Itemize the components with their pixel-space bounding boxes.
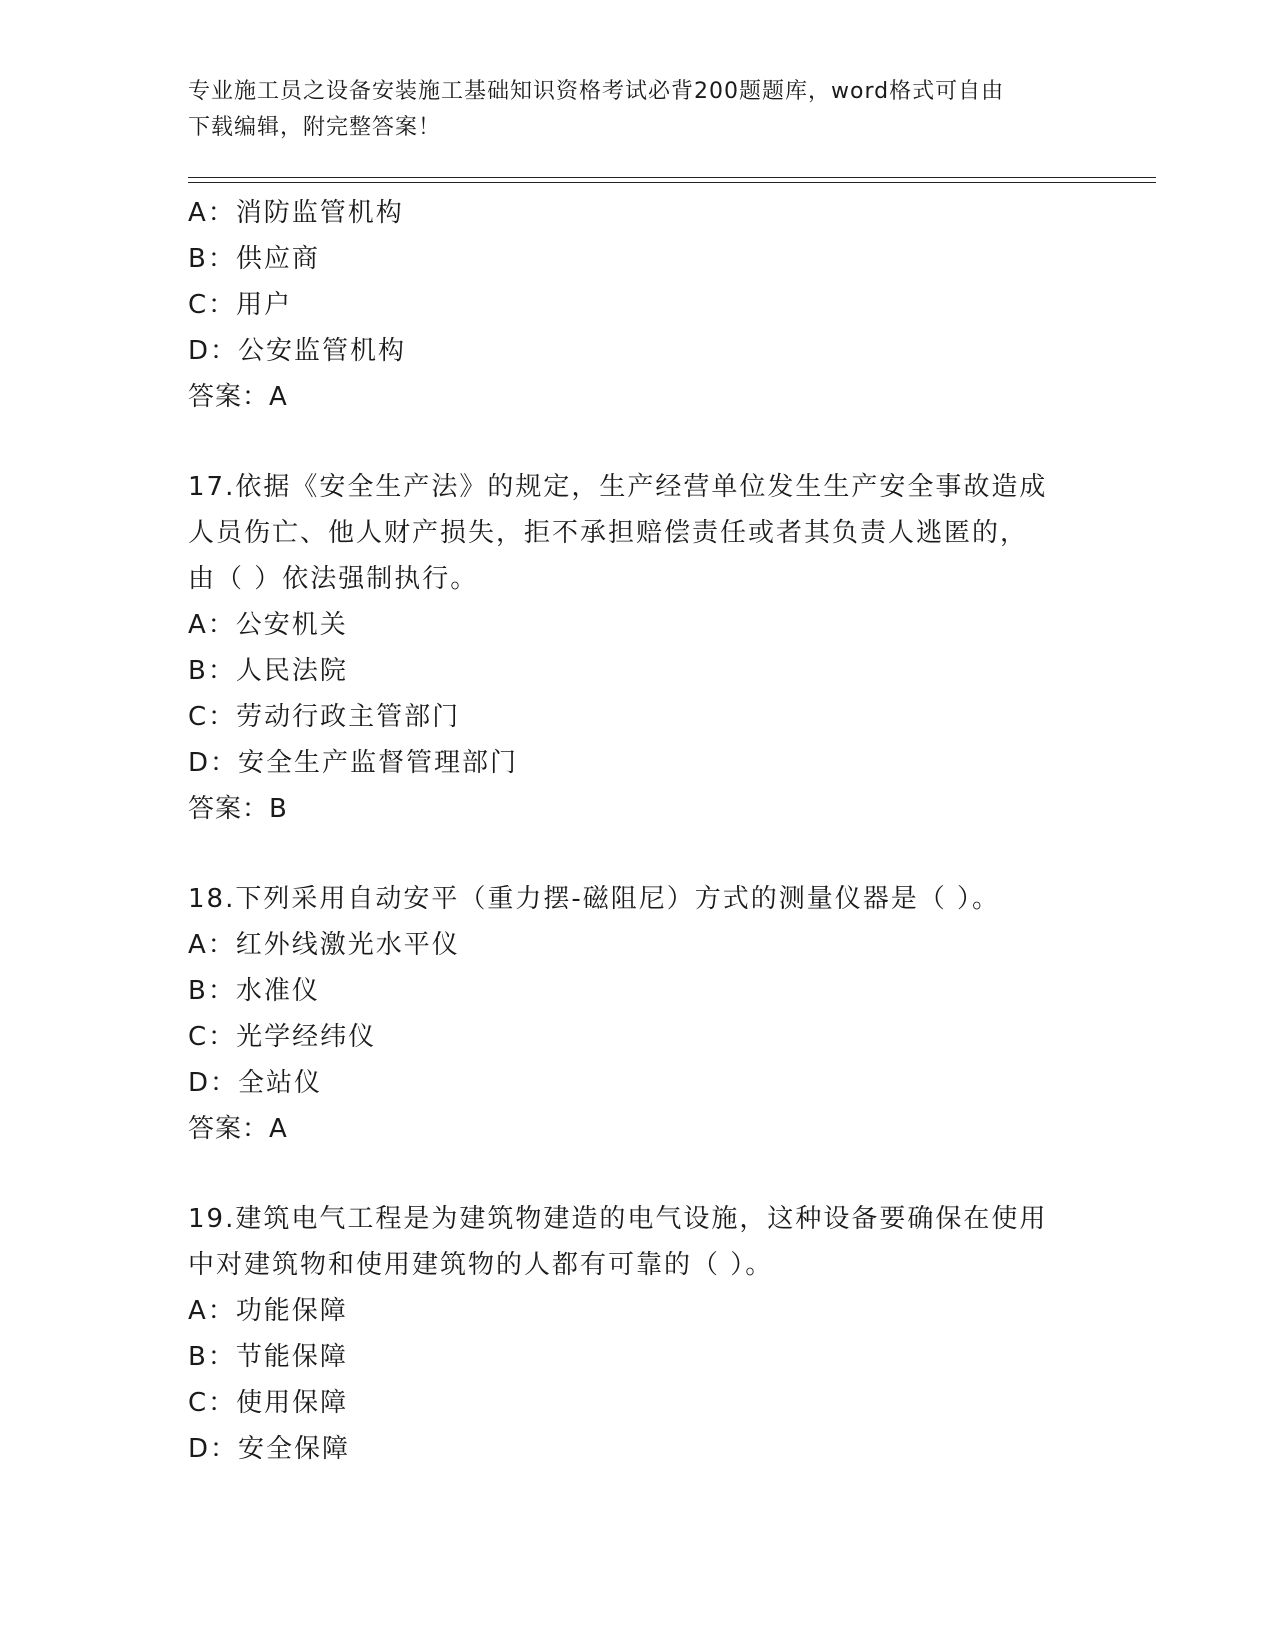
question-stem-line-3: 由（ ）依法强制执行。	[188, 564, 479, 594]
option-c: C：光学经纬仪	[188, 1022, 377, 1052]
answer: 答案：A	[188, 382, 288, 412]
option-c: C：劳动行政主管部门	[188, 702, 461, 732]
question-stem-line-1: 17.依据《安全生产法》的规定，生产经营单位发生生产安全事故造成	[188, 472, 1048, 502]
option-b: B：节能保障	[188, 1342, 348, 1372]
question-stem-line-1: 18.下列采用自动安平（重力摆-磁阻尼）方式的测量仪器是（ ）。	[188, 884, 1000, 914]
document-header	[188, 74, 1088, 146]
question-16-continued	[188, 190, 1088, 420]
question-19	[188, 1196, 1088, 1472]
spacer	[188, 1152, 1088, 1196]
answer: 答案：A	[188, 1114, 288, 1144]
option-a: A：消防监管机构	[188, 198, 404, 228]
answer: 答案：B	[188, 794, 288, 824]
option-d: D：全站仪	[188, 1068, 323, 1098]
option-c: C：使用保障	[188, 1388, 349, 1418]
option-d: D：安全生产监督管理部门	[188, 748, 519, 778]
option-d: D：安全保障	[188, 1434, 351, 1464]
option-a: A：功能保障	[188, 1296, 348, 1326]
option-b: B：水准仪	[188, 976, 320, 1006]
option-a: A：红外线激光水平仪	[188, 930, 460, 960]
question-stem-line-2: 中对建筑物和使用建筑物的人都有可靠的（ ）。	[188, 1250, 774, 1280]
option-d: D：公安监管机构	[188, 336, 407, 366]
header-rule-top	[188, 177, 1156, 178]
spacer	[188, 420, 1088, 464]
option-a: A：公安机关	[188, 610, 348, 640]
question-stem-line-1: 19.建筑电气工程是为建筑物建造的电气设施，这种设备要确保在使用	[188, 1204, 1048, 1234]
header-line-1: 专业施工员之设备安装施工基础知识资格考试必背200题题库，word格式可自由	[188, 79, 1005, 104]
option-c: C：用户	[188, 290, 293, 320]
header-line-2: 下载编辑，附完整答案！	[188, 115, 442, 140]
question-18	[188, 876, 1088, 1152]
question-17	[188, 464, 1088, 832]
spacer	[188, 832, 1088, 876]
option-b: B：人民法院	[188, 656, 348, 686]
question-stem-line-2: 人员伤亡、他人财产损失，拒不承担赔偿责任或者其负责人逃匿的，	[188, 518, 1029, 548]
header-rule-bottom	[188, 182, 1156, 183]
option-b: B：供应商	[188, 244, 320, 274]
question-list	[188, 190, 1088, 1472]
